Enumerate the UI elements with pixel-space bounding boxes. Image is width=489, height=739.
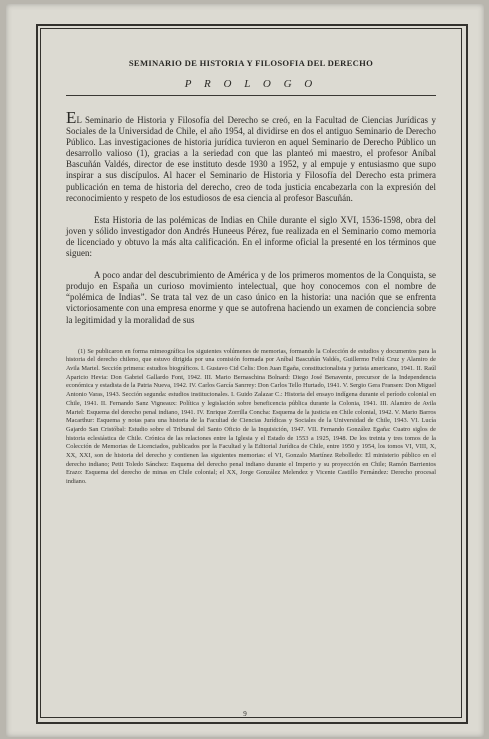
- section-heading: SEMINARIO DE HISTORIA Y FILOSOFIA DEL DERECHO: [128, 58, 374, 68]
- paragraph-1-text: L Seminario de Historia y Filosofía del Derecho se creó, en la Facultad de Ciencias Jurídicas y Sociales de la Universidad de Chile, el año 1954, al dividirse en dos el antiguo Seminario de Derecho Público. Las investigaciones de historia jurídica tuvieron en aquel Seminario de Derecho Público un desarrollo valioso (1), gracias a la seriedad con que las planteó mi maestro, el profesor Aníbal Bascuñán Valdés, director de ese instituto desde 1930 a 1952, y al empuje y entusiasmo que supo inspirar a sus discípulos. Al hacer el Seminario de Historia y Filosofía del Derecho esta primera publicación en tema de historia del derecho, creo de toda justicia encabezarla con la expresión del reconocimiento y respeto de los estudiosos de esa ciencia al profesor Bascuñán.: [66, 115, 436, 203]
- footnote: (1) Se publicaron en forma mimeográfica los siguientes volúmenes de memorias, formando la Colección de estudios y documentos para la historia del derecho chileno, que estuvo dirigida por una comisión formada por Aníbal Bascuñán Valdés, Guillermo Feliú Cruz y Alamiro de Avila Martel. Sección primera: estudios biográficos. I. Gustavo Cid Celis: Don Juan Egaña, constitucionalista y jurista americano, 1941. II. Raúl Aparicio Hevia: Don Gabriel Gallardo Font, 1942. III. Mario Bernaschina Bolnard: Diego José Benavente, precursor de la Independencia económica y estadista de la Patria Nueva, 1942. IV. Carlos García Sanrrey: Don Carlos Tello Hurtado, 1941. V. Sergio Gera Fransen: Don Miguel Antonio Varas, 1943. Sección segunda: estudios institucionales. I. Guido Zalazar C.: Historia del ensayo indígena durante el período colonial en Chile, 1941. II. Fernando Sanz Vigneaux: Política y legislación sobre beneficencia pública durante la Colonia, 1941. III. Alamiro de Avila Martel: Esquema del derecho penal indiano, 1941. IV. Enrique Zorrilla Concha: Esquema de la justicia en Chile colonial, 1942. V. Mario Barros Macarthur: Esquema y notas para una historia de la Facultad de Ciencias Jurídicas y Sociales de la Universidad de Chile, 1943. VI. Lucía Gajardo San Cristóbal: Estudio sobre el Tribunal del Santo Oficio de la Inquisición, 1947. VII. Fernando González Egaña: Cuatro siglos de historia eclesiástica de Chile. Crónica de las relaciones entre la Iglesia y el Estado de 1553 a 1925, 1948. De los treinta y tres tomos de la Colección de Memorias de Licenciados, publicados por la Facultad y la Editorial Jurídica de Chile, entre 1950 y 1954, los tomos VI, VIII, X, XX, XXI, son de historia del derecho y contienen las siguientes memorias: el VI, Gonzalo Martínez Rebolledo: El ministerio público en el derecho indiano; Petit Toledo Sánchez: Esquema del derecho penal indiano durante el Imperio y su proyección en Chile; Ramón Barrientos Erazo: Esquema del derecho de minas en Chile colonial; el XX, Jorge González Melendez y Vicente Castillo Fernández: Derecho procesal indiano.: [66, 347, 436, 486]
- prologue-title: P R O L O G O: [184, 78, 318, 90]
- paragraph-3: A poco andar del descubrimiento de América y de los primeros momentos de la Conquista, se produjo en España un curioso movimiento intelectual, que hoy conocemos con el nombre de “polémica de Indias”. Se trata tal vez de un caso único en la historia: una nación que se enfrenta victoriosamente con una empresa enorme y que se autofrena haciendo un examen de conciencia sobre la legitimidad y la moralidad de sus: [66, 270, 436, 325]
- page-content: [66, 58, 436, 487]
- drop-cap-letter: E: [66, 108, 77, 127]
- page-sheet: [6, 4, 484, 737]
- paragraph-2: Esta Historia de las polémicas de Indias en Chile durante el siglo XVI, 1536-1598, obra del joven y sólido investigador don Andrés Huneeus Pérez, fue realizada en el Seminario como memoria de licenciado y obtuvo la más alta calificación. En el informe oficial la presenté en los términos que siguen:: [66, 214, 436, 259]
- page-number: 9: [243, 710, 247, 718]
- heading-rule: [66, 95, 436, 96]
- paragraph-1: [66, 108, 436, 204]
